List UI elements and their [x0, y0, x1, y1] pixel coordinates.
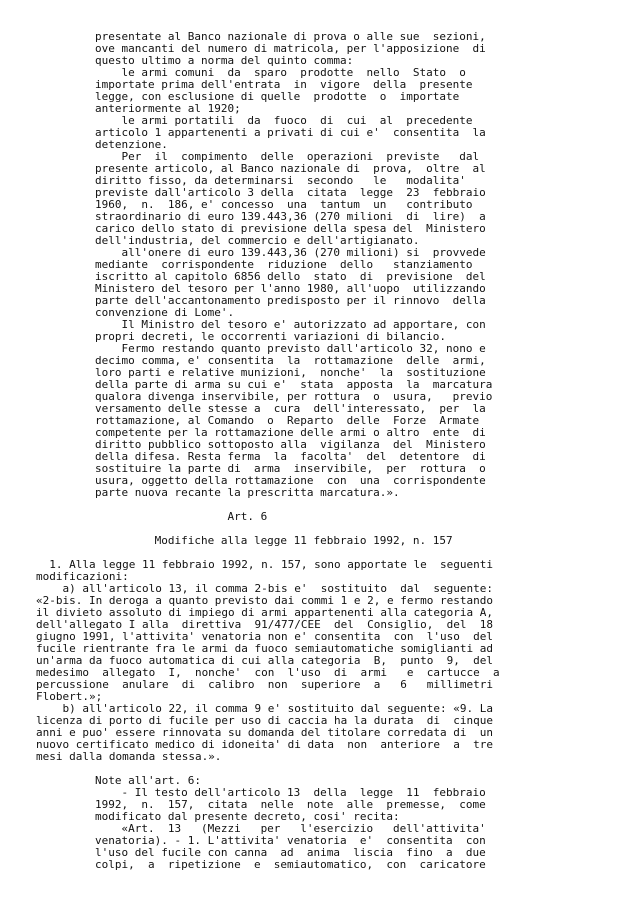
text-line: a) all'articolo 13, il comma 2-bis e' sostituito dal seguente:	[36, 582, 493, 595]
article-title: Modifiche alla legge 11 febbraio 1992, n. 157	[95, 534, 453, 547]
text-line: della difesa. Resta ferma la facolta' del detentore di	[95, 450, 486, 463]
text-line: parte nuova recante la prescritta marcatura.».	[95, 486, 400, 499]
text-line: presentate al Banco nazionale di prova o alle sue sezioni,	[95, 30, 486, 43]
text-line: fucile rientrante fra le armi da fuoco semiautomatiche somiglianti ad	[36, 642, 493, 655]
text-line: della parte di arma su cui e' stata apposta la marcatura	[95, 378, 493, 391]
text-line: Per il compimento delle operazioni previste dal	[95, 150, 480, 163]
text-line: 1992, n. 157, citata nelle note alle premesse, come	[95, 798, 486, 811]
text-line: sostituire la parte di arma inservibile, per rottura o	[95, 462, 486, 475]
text-line: le armi portatili da fuoco di cui al precedente	[95, 114, 473, 127]
text-line: l'uso del fucile con canna ad anima liscia fino a due	[95, 846, 486, 859]
text-line: articolo 1 appartenenti a privati di cui e' consentita la	[95, 126, 486, 139]
text-line: diritto fisso, da determinarsi secondo le modalita'	[95, 174, 466, 187]
text-line: importate prima dell'entrata in vigore della presente	[95, 78, 473, 91]
text-line: modificazioni:	[36, 570, 129, 583]
text-line: presente articolo, al Banco nazionale di prova, oltre al	[95, 162, 486, 175]
article-number: Art. 6	[95, 510, 268, 523]
text-line: Il Ministro del tesoro e' autorizzato ad apportare, con	[95, 318, 486, 331]
text-line: «Art. 13 (Mezzi per l'esercizio dell'attivita'	[95, 822, 486, 835]
text-line: giugno 1991, l'attivita' venatoria non e' consentita con l'uso del	[36, 630, 493, 643]
text-line: ove mancanti del numero di matricola, per l'apposizione di	[95, 42, 486, 55]
text-line: «2-bis. In deroga a quanto previsto dai commi 1 e 2, e fermo restando	[36, 594, 493, 607]
notes-heading: Note all'art. 6:	[95, 774, 201, 787]
text-line: modificato dal presente decreto, cosi' recita:	[95, 810, 400, 823]
text-line: straordinario di euro 139.443,36 (270 milioni di lire) a	[95, 210, 486, 223]
text-line: previste dall'articolo 3 della citata legge 23 febbraio	[95, 186, 486, 199]
text-line: Ministero del tesoro per l'anno 1980, all'uopo utilizzando	[95, 282, 486, 295]
text-line: medesimo allegato I, nonche' con l'uso di armi e cartucce a	[36, 666, 500, 679]
text-line: le armi comuni da sparo prodotte nello Stato o	[95, 66, 466, 79]
text-line: - Il testo dell'articolo 13 della legge 11 febbraio	[95, 786, 486, 799]
text-line: venatoria). - 1. L'attivita' venatoria e' consentita con	[95, 834, 486, 847]
text-line: all'onere di euro 139.443,36 (270 milioni) si provvede	[95, 246, 486, 259]
text-line: licenza di porto di fucile per uso di caccia ha la durata di cinque	[36, 714, 493, 727]
text-line: 1. Alla legge 11 febbraio 1992, n. 157, sono apportate le seguenti	[36, 558, 493, 571]
text-line: diritto pubblico sottoposto alla vigilanza del Ministero	[95, 438, 486, 451]
text-line: percussione anulare di calibro non superiore a 6 millimetri	[36, 678, 493, 691]
text-line: un'arma da fuoco automatica di cui alla categoria B, punto 9, del	[36, 654, 493, 667]
text-line: usura, oggetto della rottamazione con una corrispondente	[95, 474, 486, 487]
text-line: detenzione.	[95, 138, 168, 151]
text-line: mediante corrispondente riduzione dello stanziamento	[95, 258, 473, 271]
text-line: b) all'articolo 22, il comma 9 e' sostituito dal seguente: «9. La	[36, 702, 493, 715]
text-line: Flobert.»;	[36, 690, 103, 703]
text-line: questo ultimo a norma del quinto comma:	[95, 54, 354, 67]
text-line: rottamazione, al Comando o Reparto delle Forze Armate	[95, 414, 480, 427]
text-line: decimo comma, e' consentita la rottamazione delle armi,	[95, 354, 486, 367]
text-line: versamento delle stesse a cura dell'interessato, per la	[95, 402, 486, 415]
text-line: carico dello stato di previsione della spesa del Ministero	[95, 222, 486, 235]
text-line: anteriormente al 1920;	[95, 102, 241, 115]
text-line: 1960, n. 186, e' concesso una tantum un contributo	[95, 198, 473, 211]
text-line: il divieto assoluto di impiego di armi appartenenti alla categoria A,	[36, 606, 493, 619]
text-line: mesi dalla domanda stessa.».	[36, 750, 222, 763]
text-line: colpi, a ripetizione e semiautomatico, con caricatore	[95, 858, 486, 871]
text-line: legge, con esclusione di quelle prodotte o importate	[95, 90, 460, 103]
text-line: convenzione di Lome'.	[95, 306, 235, 319]
text-line: dell'industria, del commercio e dell'artigianato.	[95, 234, 420, 247]
text-line: loro parti e relative munizioni, nonche' la sostituzione	[95, 366, 486, 379]
text-line: Fermo restando quanto previsto dall'articolo 32, nono e	[95, 342, 486, 355]
text-line: competente per la rottamazione delle armi o altro ente di	[95, 426, 486, 439]
text-line: dell'allegato I alla direttiva 91/477/CEE del Consiglio, del 18	[36, 618, 493, 631]
text-line: anni e puo' essere rinnovata su domanda del titolare corredata di un	[36, 726, 493, 739]
text-line: propri decreti, le occorrenti variazioni di bilancio.	[95, 330, 446, 343]
text-line: qualora divenga inservibile, per rottura o usura, previo	[95, 390, 493, 403]
text-line: parte dell'accantonamento predisposto per il rinnovo della	[95, 294, 486, 307]
text-line: nuovo certificato medico di idoneita' di data non anteriore a tre	[36, 738, 493, 751]
text-line: iscritto al capitolo 6856 dello stato di previsione del	[95, 270, 486, 283]
